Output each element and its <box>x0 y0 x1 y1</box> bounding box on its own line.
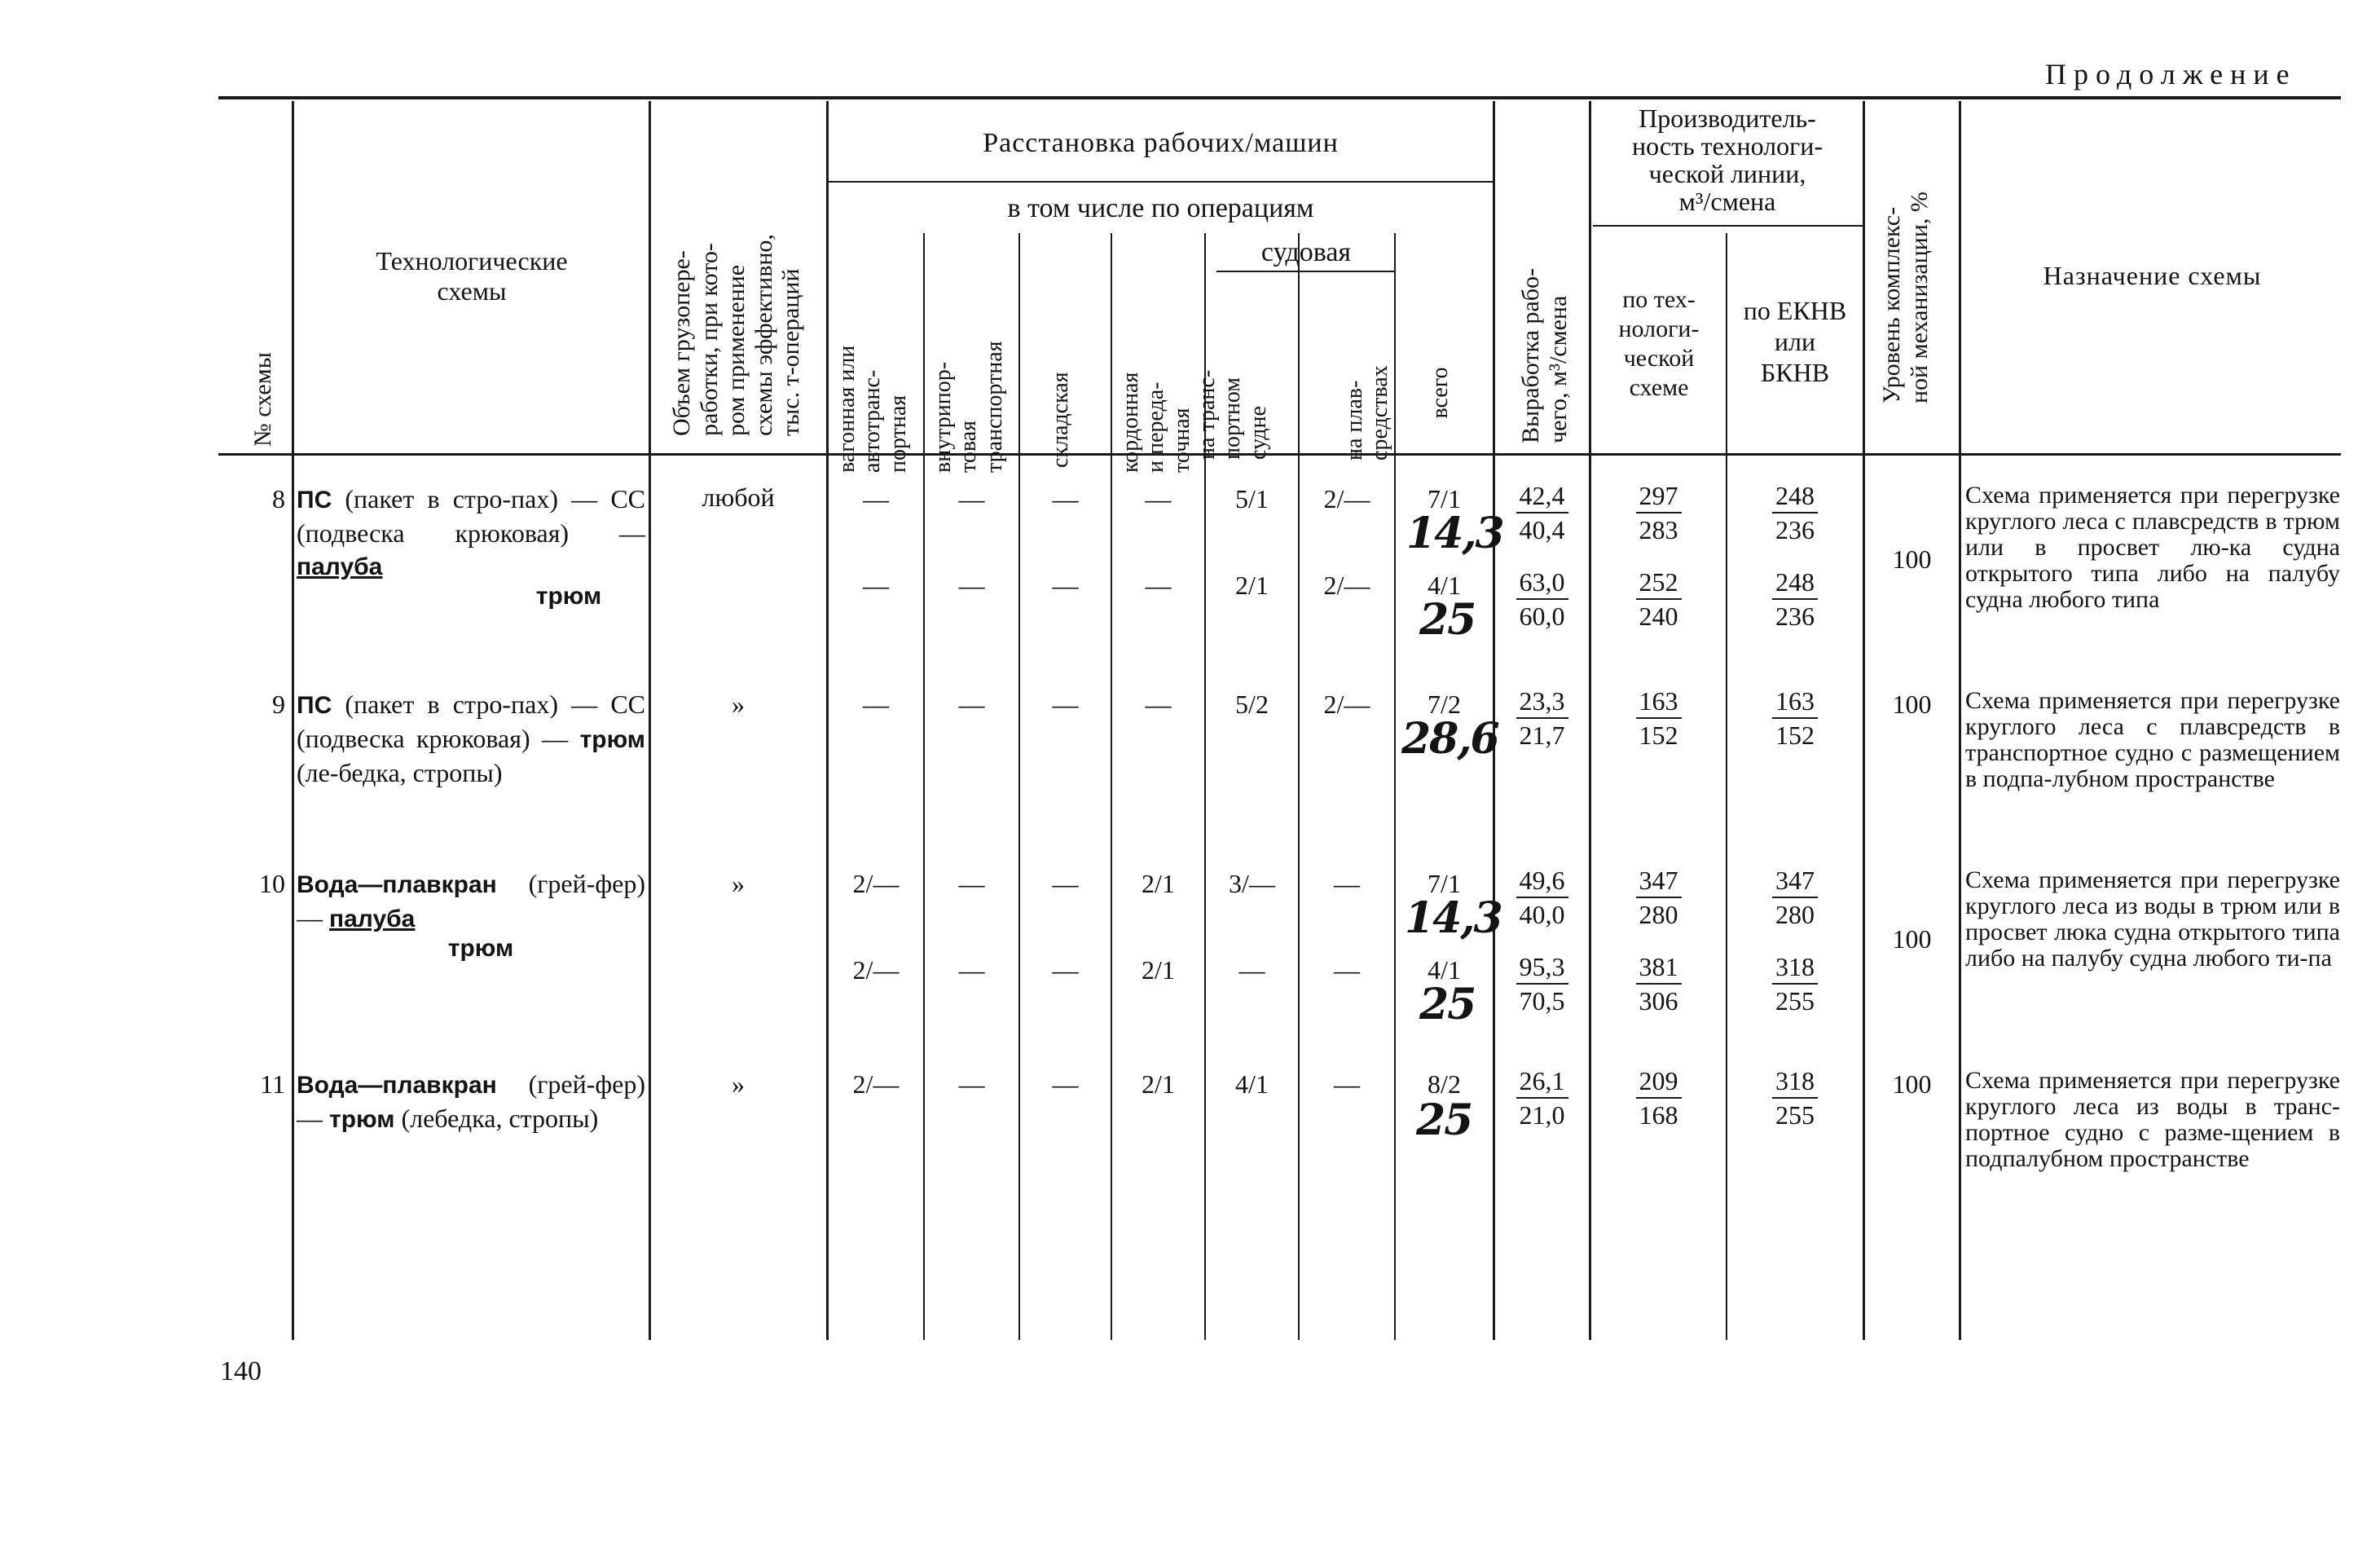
tech-den: 283 <box>1639 515 1678 544</box>
eknv-den: 236 <box>1775 515 1815 544</box>
on-ship-value: 2/1 <box>1235 571 1269 600</box>
handwritten-note: 25 <box>1419 980 1476 1029</box>
scheme-emph: палуба <box>297 553 383 580</box>
cordon-value: 2/1 <box>1142 955 1175 985</box>
on-ship-value: 3/— <box>1229 869 1275 898</box>
eknv-fraction <box>1727 950 1863 1017</box>
output-den: 70,5 <box>1519 986 1565 1016</box>
header-on-float: на плав- средствах <box>1342 365 1393 461</box>
volume-value: любой <box>702 483 775 512</box>
scheme-body: (грей-фер) — <box>297 869 645 932</box>
on-float-value: — <box>1334 869 1360 898</box>
header-bottom-rule <box>218 453 2341 456</box>
warehouse-value: — <box>1052 955 1079 985</box>
eknv-num: 347 <box>1772 864 1818 898</box>
output-fraction <box>1495 479 1589 546</box>
handwritten-note: 14,3 <box>1405 893 1502 943</box>
scheme-emph: трюм <box>329 1106 395 1133</box>
on-ship-value: — <box>1238 955 1265 985</box>
row-num: 11 <box>260 1069 285 1099</box>
tech-den: 168 <box>1639 1100 1678 1130</box>
level-value: 100 <box>1892 544 1932 574</box>
purpose-text: Схема применяется при перегрузке круглого леса с плавсредств в транспортное судно с размещением в подпа-лубном пространстве <box>1965 687 2340 792</box>
eknv-fraction <box>1727 685 1863 751</box>
tech-fraction <box>1591 685 1726 751</box>
scheme-text <box>297 867 645 936</box>
output-fraction <box>1495 950 1589 1017</box>
handwritten-note: 14,3 <box>1406 509 1503 558</box>
output-num: 26,1 <box>1516 1064 1568 1099</box>
level-value: 100 <box>1892 690 1932 719</box>
output-num: 63,0 <box>1516 566 1568 600</box>
scheme-tail: (ле-бедка, стропы) <box>297 758 503 787</box>
warehouse-value: — <box>1052 484 1079 513</box>
scheme-lead: Вода—плавкран <box>297 871 497 898</box>
col-divider <box>1298 233 1300 1340</box>
header-level: Уровень комплекс- ной механизации, % <box>1878 192 1933 403</box>
arrangement-rule <box>829 181 1495 183</box>
output-fraction <box>1495 1064 1589 1131</box>
cordon-value: 2/1 <box>1142 869 1175 898</box>
on-float-value: 2/— <box>1323 571 1370 600</box>
eknv-den: 236 <box>1775 602 1815 631</box>
col-divider <box>1959 101 1961 1340</box>
scheme-lead: ПС <box>297 487 332 513</box>
warehouse-value: — <box>1052 690 1079 719</box>
header-productivity: Производитель- ность технологи- ческой линии, м³/смена <box>1631 104 1823 216</box>
wagon-value: — <box>863 484 889 513</box>
handwritten-note: 25 <box>1416 1095 1472 1145</box>
handwritten-note: 25 <box>1419 595 1476 645</box>
col-divider <box>1726 233 1727 1340</box>
tech-num: 347 <box>1636 864 1682 898</box>
scheme-denominator: трюм <box>447 935 514 962</box>
eknv-num: 163 <box>1772 685 1818 719</box>
output-fraction <box>1495 566 1589 632</box>
row-num: 10 <box>259 869 285 898</box>
eknv-fraction <box>1727 566 1863 632</box>
header-output: Выработка рабо- чего, м³/смена <box>1517 268 1572 443</box>
on-ship-value: 5/2 <box>1235 690 1269 719</box>
wagon-value: 2/— <box>852 869 900 898</box>
total-value: 7/2 <box>1428 690 1461 719</box>
scheme-body: (пакет в стро-пах) — СС (подвеска крюковая) — <box>297 690 645 753</box>
inner-value: — <box>958 1069 985 1099</box>
eknv-num: 248 <box>1772 566 1818 600</box>
header-by-tech: по тех- нологи- ческой схеме <box>1618 286 1700 401</box>
eknv-num: 248 <box>1772 479 1818 513</box>
scheme-text <box>297 483 645 584</box>
scheme-body: (грей-фер) — <box>297 1069 645 1133</box>
volume-value: » <box>732 1069 745 1099</box>
wagon-value: — <box>863 690 889 719</box>
tech-num: 381 <box>1636 950 1682 985</box>
tech-fraction <box>1591 1064 1726 1131</box>
header-ship: судовая <box>1260 237 1352 267</box>
header-volume: Объем грузопере- работки, при кото- ром применение схемы эффективно, тыс. т-операций <box>668 234 805 436</box>
productivity-rule <box>1593 225 1863 227</box>
cordon-value: — <box>1145 484 1172 513</box>
scheme-emph: трюм <box>579 726 645 753</box>
tech-den: 152 <box>1639 721 1678 750</box>
header-incl-ops: в том числе по операциям <box>1007 193 1314 223</box>
inner-value: — <box>958 571 985 600</box>
ship-rule <box>1216 271 1394 272</box>
tech-den: 280 <box>1639 900 1678 929</box>
col-divider <box>1111 233 1112 1340</box>
row-num: 9 <box>272 690 285 719</box>
row-num: 8 <box>272 484 285 513</box>
purpose-text: Схема применяется при перегрузке круглого леса с плавсредств в трюм или в просвет лю-ка судна открытого типа либо на палубу судна любого типа <box>1965 482 2340 613</box>
on-float-value: 2/— <box>1323 484 1370 513</box>
col-divider <box>649 101 651 1340</box>
tech-den: 306 <box>1639 986 1678 1016</box>
tech-fraction <box>1591 566 1726 632</box>
scheme-lead: ПС <box>297 692 332 719</box>
eknv-fraction <box>1727 864 1863 931</box>
header-purpose: Назначение схемы <box>2043 261 2262 290</box>
eknv-num: 318 <box>1772 950 1818 985</box>
tech-fraction <box>1591 950 1726 1017</box>
inner-value: — <box>958 484 985 513</box>
scheme-denominator: трюм <box>535 583 602 610</box>
tech-fraction <box>1591 864 1726 931</box>
header-on-ship: на транс- портном судне <box>1194 369 1271 460</box>
eknv-den: 255 <box>1775 986 1815 1016</box>
total-value: 4/1 <box>1428 571 1461 600</box>
volume-value: » <box>732 869 745 898</box>
tech-num: 252 <box>1636 566 1682 600</box>
wagon-value: — <box>863 571 889 600</box>
tech-num: 209 <box>1636 1064 1682 1099</box>
inner-value: — <box>958 869 985 898</box>
header-wagon: вагонная или автотранс- портная <box>834 345 911 473</box>
volume-value: » <box>732 690 745 719</box>
col-divider <box>1018 233 1020 1340</box>
eknv-den: 280 <box>1775 900 1815 929</box>
on-float-value: — <box>1334 955 1360 985</box>
total-value: 8/2 <box>1428 1069 1461 1099</box>
tech-fraction <box>1591 479 1726 546</box>
eknv-den: 152 <box>1775 721 1815 750</box>
scheme-text <box>297 1068 645 1136</box>
on-ship-value: 5/1 <box>1235 484 1269 513</box>
col-divider <box>1863 101 1865 1340</box>
inner-value: — <box>958 690 985 719</box>
level-value: 100 <box>1892 1069 1932 1099</box>
wagon-value: 2/— <box>852 1069 900 1099</box>
output-den: 40,4 <box>1519 515 1565 544</box>
wagon-value: 2/— <box>852 955 900 985</box>
header-warehouse: складская <box>1048 372 1073 468</box>
output-num: 95,3 <box>1516 950 1568 985</box>
output-num: 23,3 <box>1516 685 1568 719</box>
col-divider <box>923 233 925 1340</box>
output-den: 21,7 <box>1519 721 1565 750</box>
output-den: 21,0 <box>1519 1100 1565 1130</box>
tech-den: 240 <box>1639 602 1678 631</box>
inner-value: — <box>958 955 985 985</box>
level-value: 100 <box>1892 924 1932 954</box>
on-float-value: — <box>1334 1069 1360 1099</box>
output-num: 42,4 <box>1516 479 1568 513</box>
total-value: 7/1 <box>1428 869 1461 898</box>
warehouse-value: — <box>1052 1069 1079 1099</box>
header-by-eknv: по ЕКНВ или БКНВ <box>1743 296 1847 387</box>
header-num: № схемы <box>249 352 276 447</box>
eknv-fraction <box>1727 1064 1863 1131</box>
warehouse-value: — <box>1052 869 1079 898</box>
handwritten-note: 28,6 <box>1401 714 1498 764</box>
cordon-value: — <box>1145 571 1172 600</box>
total-value: 4/1 <box>1428 955 1461 985</box>
purpose-text: Схема применяется при перегрузке круглого леса из воды в трюм или в просвет люка судна открытого типа либо на палубу судна любого ти-па <box>1965 866 2340 972</box>
eknv-den: 255 <box>1775 1100 1815 1130</box>
output-fraction <box>1495 864 1589 931</box>
on-ship-value: 4/1 <box>1235 1069 1269 1099</box>
cordon-value: — <box>1145 690 1172 719</box>
output-fraction <box>1495 685 1589 751</box>
on-float-value: 2/— <box>1323 690 1370 719</box>
continued-label: Продолжение <box>2045 58 2297 90</box>
col-divider <box>826 101 829 1340</box>
scheme-emph: палуба <box>329 906 416 932</box>
purpose-text: Схема применяется при перегрузке круглого леса из воды в транс-портное судно с разме-щением в подпалубном пространстве <box>1965 1067 2340 1172</box>
eknv-num: 318 <box>1772 1064 1818 1099</box>
output-den: 60,0 <box>1519 602 1565 631</box>
header-arrangement: Расстановка рабочих/машин <box>983 128 1339 158</box>
total-value: 7/1 <box>1428 484 1461 513</box>
scheme-tail: (лебедка, стропы) <box>394 1104 599 1133</box>
warehouse-value: — <box>1052 571 1079 600</box>
header-schemes: Технологические схемы <box>376 246 568 306</box>
col-divider <box>292 101 294 1340</box>
eknv-fraction <box>1727 479 1863 546</box>
scheme-lead: Вода—плавкран <box>297 1072 497 1099</box>
output-num: 49,6 <box>1516 864 1568 898</box>
header-cordon: кордонная и переда- точная <box>1118 372 1194 473</box>
page-number: 140 <box>220 1356 262 1386</box>
tech-num: 163 <box>1636 685 1682 719</box>
output-den: 40,0 <box>1519 900 1565 929</box>
scheme-body: (пакет в стро-пах) — СС (подвеска крюковая) — <box>297 484 645 548</box>
header-total: всего <box>1428 367 1453 419</box>
cordon-value: 2/1 <box>1142 1069 1175 1099</box>
header-inner: внутрипор- товая транспортная <box>930 341 1007 473</box>
tech-num: 297 <box>1636 479 1682 513</box>
top-rule <box>218 96 2341 99</box>
scheme-text <box>297 688 645 789</box>
